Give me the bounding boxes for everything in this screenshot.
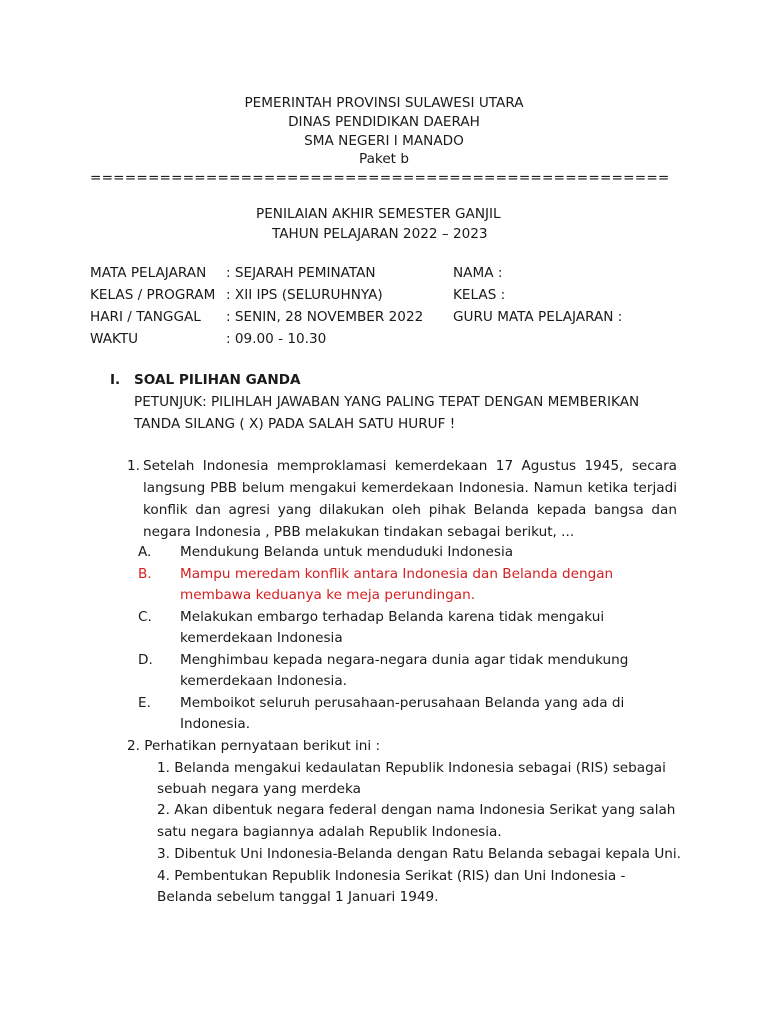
info-label: HARI / TANGGAL (90, 309, 201, 325)
statement-text: satu negara bagiannya adalah Republik Indonesia. (157, 824, 502, 840)
statement-text: 2. Akan dibentuk negara federal dengan nama Indonesia Serikat yang salah (157, 802, 676, 818)
section-number: I. (110, 372, 121, 388)
header-package: Paket b (359, 151, 409, 167)
info-value: : 09.00 - 10.30 (226, 331, 327, 347)
info-label: MATA PELAJARAN (90, 265, 207, 281)
header-government: PEMERINTAH PROVINSI SULAWESI UTARA (244, 95, 524, 111)
option-text: Indonesia. (180, 716, 251, 732)
option-text: kemerdekaan Indonesia. (180, 673, 347, 689)
header-separator: ================================================== (90, 170, 670, 186)
option-letter: A. (138, 544, 152, 560)
option-text: kemerdekaan Indonesia (180, 630, 343, 646)
question-text: langsung PBB belum mengakui kemerdekaan Indonesia. Namun ketika terjadi (143, 480, 677, 496)
option-text: Menghimbau kepada negara-negara dunia agar tidak mendukung (180, 652, 629, 668)
statement-text: sebuah negara yang merdeka (157, 781, 361, 797)
info-field: GURU MATA PELAJARAN : (453, 309, 623, 325)
statement-text: 4. Pembentukan Republik Indonesia Serikat (RIS) dan Uni Indonesia - (157, 868, 626, 884)
instruction-line: TANDA SILANG ( X) PADA SALAH SATU HURUF ! (134, 416, 456, 432)
option-text: Melakukan embargo terhadap Belanda karena tidak mengakui (180, 609, 605, 625)
info-value: : SENIN, 28 NOVEMBER 2022 (226, 309, 424, 325)
instruction-line: PETUNJUK: PILIHLAH JAWABAN YANG PALING TEPAT DENGAN MEMBERIKAN (134, 394, 640, 410)
info-label: WAKTU (90, 331, 139, 347)
info-value: : XII IPS (SELURUHNYA) (226, 287, 383, 303)
exam-title: PENILAIAN AKHIR SEMESTER GANJIL (256, 206, 501, 222)
option-text: membawa keduanya ke meja perundingan. (180, 587, 476, 603)
question-number: 1. (127, 458, 140, 474)
option-letter: D. (138, 652, 153, 668)
option-text: Memboikot seluruh perusahaan-perusahaan Belanda yang ada di (180, 695, 625, 711)
statement-text: 3. Dibentuk Uni Indonesia-Belanda dengan Ratu Belanda sebagai kepala Uni. (157, 846, 681, 862)
option-text: Mampu meredam konflik antara Indonesia dan Belanda dengan (180, 566, 614, 582)
info-value: : SEJARAH PEMINATAN (226, 265, 376, 281)
exam-year: TAHUN PELAJARAN 2022 – 2023 (272, 226, 488, 242)
statement-text: 1. Belanda mengakui kedaulatan Republik Indonesia sebagai (RIS) sebagai (157, 760, 666, 776)
header-agency: DINAS PENDIDIKAN DAERAH (288, 114, 480, 130)
statement-text: Belanda sebelum tanggal 1 Januari 1949. (157, 889, 439, 905)
option-letter: B. (138, 566, 152, 582)
question-text: konflik dan agresi yang dilakukan oleh pihak Belanda kepada bangsa dan (143, 502, 677, 518)
info-label: KELAS / PROGRAM (90, 287, 216, 303)
option-letter: C. (138, 609, 152, 625)
header-school: SMA NEGERI I MANADO (304, 133, 464, 149)
option-letter: E. (138, 695, 151, 711)
question-text: 2. Perhatikan pernyataan berikut ini : (127, 738, 381, 754)
info-field: KELAS : (453, 287, 506, 303)
question-text: negara Indonesia , PBB melakukan tindakan sebagai berikut, ... (143, 524, 575, 540)
section-title: SOAL PILIHAN GANDA (134, 372, 301, 388)
info-field: NAMA : (453, 265, 503, 281)
question-text: Setelah Indonesia memproklamasi kemerdekaan 17 Agustus 1945, secara (143, 458, 677, 474)
option-text: Mendukung Belanda untuk menduduki Indonesia (180, 544, 514, 560)
